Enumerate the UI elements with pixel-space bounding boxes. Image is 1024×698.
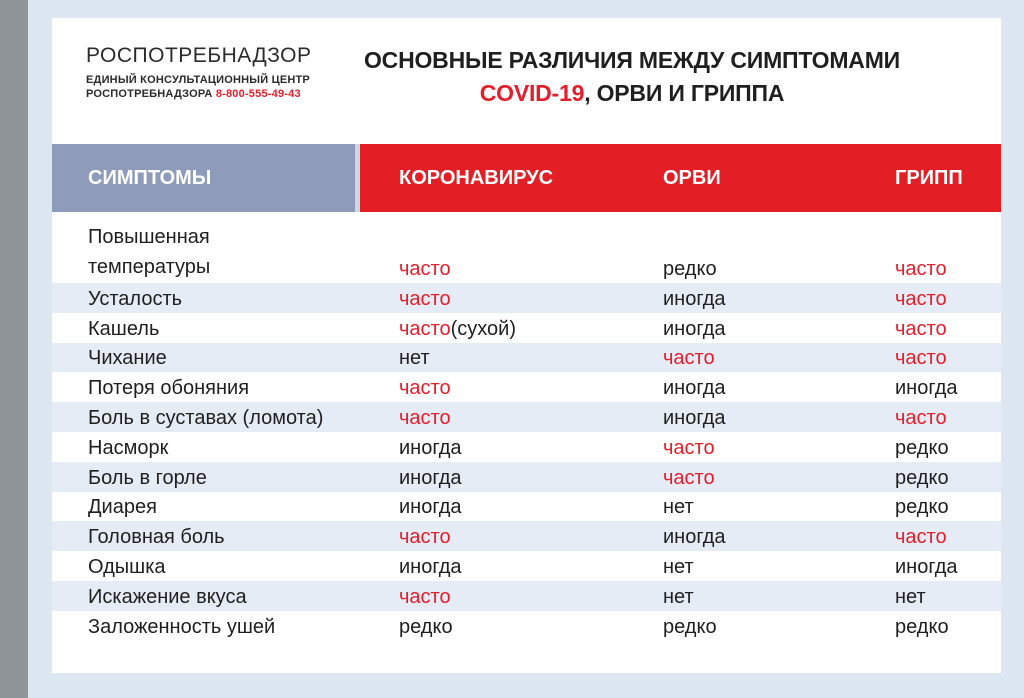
corona-value: часто [399, 317, 451, 340]
symptom-cell: Чихание [88, 347, 167, 370]
gripp-cell: редко [895, 466, 949, 489]
corona-cell: часто [399, 258, 451, 280]
table-row [52, 611, 1001, 641]
corona-cell: нет [399, 347, 430, 370]
orvi-cell: часто [663, 436, 715, 459]
header-gripp: ГРИПП [895, 167, 963, 189]
table-row [52, 372, 1001, 402]
left-edge-strip [0, 0, 28, 698]
symptom-line1: Повышенная [88, 226, 210, 248]
header-symptoms: СИМПТОМЫ [52, 144, 355, 212]
corona-cell: часто [399, 585, 451, 608]
orvi-cell: нет [663, 585, 694, 608]
table-row [52, 313, 1001, 343]
corona-cell: часто [399, 377, 451, 400]
title-accent: COVID-19 [479, 80, 585, 106]
table-row [52, 283, 1001, 313]
gripp-cell: часто [895, 347, 947, 370]
symptom-cell: Диарея [88, 496, 157, 519]
corona-cell: иногда [399, 436, 462, 459]
gripp-cell: часто [895, 258, 947, 280]
table-header [52, 144, 1001, 212]
orvi-cell: редко [663, 615, 717, 638]
header-orvi: ОРВИ [663, 167, 721, 189]
symptom-cell: Боль в суставах (ломота) [88, 406, 324, 429]
symptom-cell: Потеря обоняния [88, 377, 250, 400]
corona-cell: иногда [399, 555, 462, 578]
org-phone: 8-800-555-49-43 [215, 88, 301, 100]
table-row [52, 581, 1001, 611]
symptom-line2: температуры [88, 256, 211, 278]
title-line1: ОСНОВНЫЕ РАЗЛИЧИЯ МЕЖДУ СИМПТОМАМИ [363, 47, 901, 73]
gripp-cell: редко [895, 496, 949, 519]
symptom-cell: Боль в горле [88, 466, 207, 489]
table-row [52, 551, 1001, 581]
gripp-cell: иногда [895, 377, 958, 400]
org-line2: РОСПОТРЕБНАДЗОРА [86, 88, 213, 100]
gripp-cell: часто [895, 317, 947, 340]
corona-cell: часто [399, 406, 451, 429]
gripp-cell: часто [895, 406, 947, 429]
corona-cell: часто [399, 287, 451, 310]
table-row [52, 402, 1001, 432]
table-row [52, 343, 1001, 373]
symptom-cell: Одышка [88, 555, 166, 578]
orvi-cell: часто [663, 466, 715, 489]
symptom-cell: Усталость [88, 287, 183, 310]
orvi-cell: редко [663, 258, 717, 280]
gripp-cell: нет [895, 585, 926, 608]
poster-card [52, 18, 1001, 673]
header-diseases [360, 144, 1001, 212]
org-block [86, 44, 311, 101]
symptom-cell: Заложенность ушей [88, 615, 276, 638]
symptom-cell: Головная боль [88, 526, 225, 549]
orvi-cell: иногда [663, 317, 726, 340]
gripp-cell: часто [895, 526, 947, 549]
orvi-cell: иногда [663, 526, 726, 549]
corona-extra: (сухой) [450, 317, 516, 340]
orvi-cell: нет [663, 555, 694, 578]
gripp-cell: редко [895, 615, 949, 638]
header-coronavirus: КОРОНАВИРУС [399, 167, 554, 189]
gripp-cell: редко [895, 436, 949, 459]
corona-cell: иногда [399, 466, 462, 489]
orvi-cell: иногда [663, 406, 726, 429]
corona-cell: редко [399, 615, 453, 638]
table-row [52, 462, 1001, 492]
orvi-cell: нет [663, 496, 694, 519]
gripp-cell: иногда [895, 555, 958, 578]
table-row [52, 223, 1001, 283]
org-subtitle [86, 73, 311, 101]
title-line2 [352, 77, 912, 110]
symptom-table-body [52, 223, 1001, 641]
corona-cell: иногда [399, 496, 462, 519]
symptom-cell [88, 222, 210, 282]
corona-cell: часто [399, 526, 451, 549]
org-line1: ЕДИНЫЙ КОНСУЛЬТАЦИОННЫЙ ЦЕНТР [86, 74, 310, 86]
page-title [352, 44, 912, 110]
orvi-cell: иногда [663, 287, 726, 310]
symptom-cell: Искажение вкуса [88, 585, 247, 608]
symptom-cell: Насморк [88, 436, 169, 459]
title-rest: , ОРВИ И ГРИППА [584, 80, 785, 106]
table-row [52, 521, 1001, 551]
orvi-cell: иногда [663, 377, 726, 400]
org-name: РОСПОТРЕБНАДЗОР [86, 44, 312, 67]
table-row [52, 432, 1001, 462]
table-row [52, 492, 1001, 522]
symptom-cell: Кашель [88, 317, 160, 340]
orvi-cell: часто [663, 347, 715, 370]
gripp-cell: часто [895, 287, 947, 310]
corona-cell [399, 317, 516, 341]
org-line2-wrap [86, 87, 311, 101]
